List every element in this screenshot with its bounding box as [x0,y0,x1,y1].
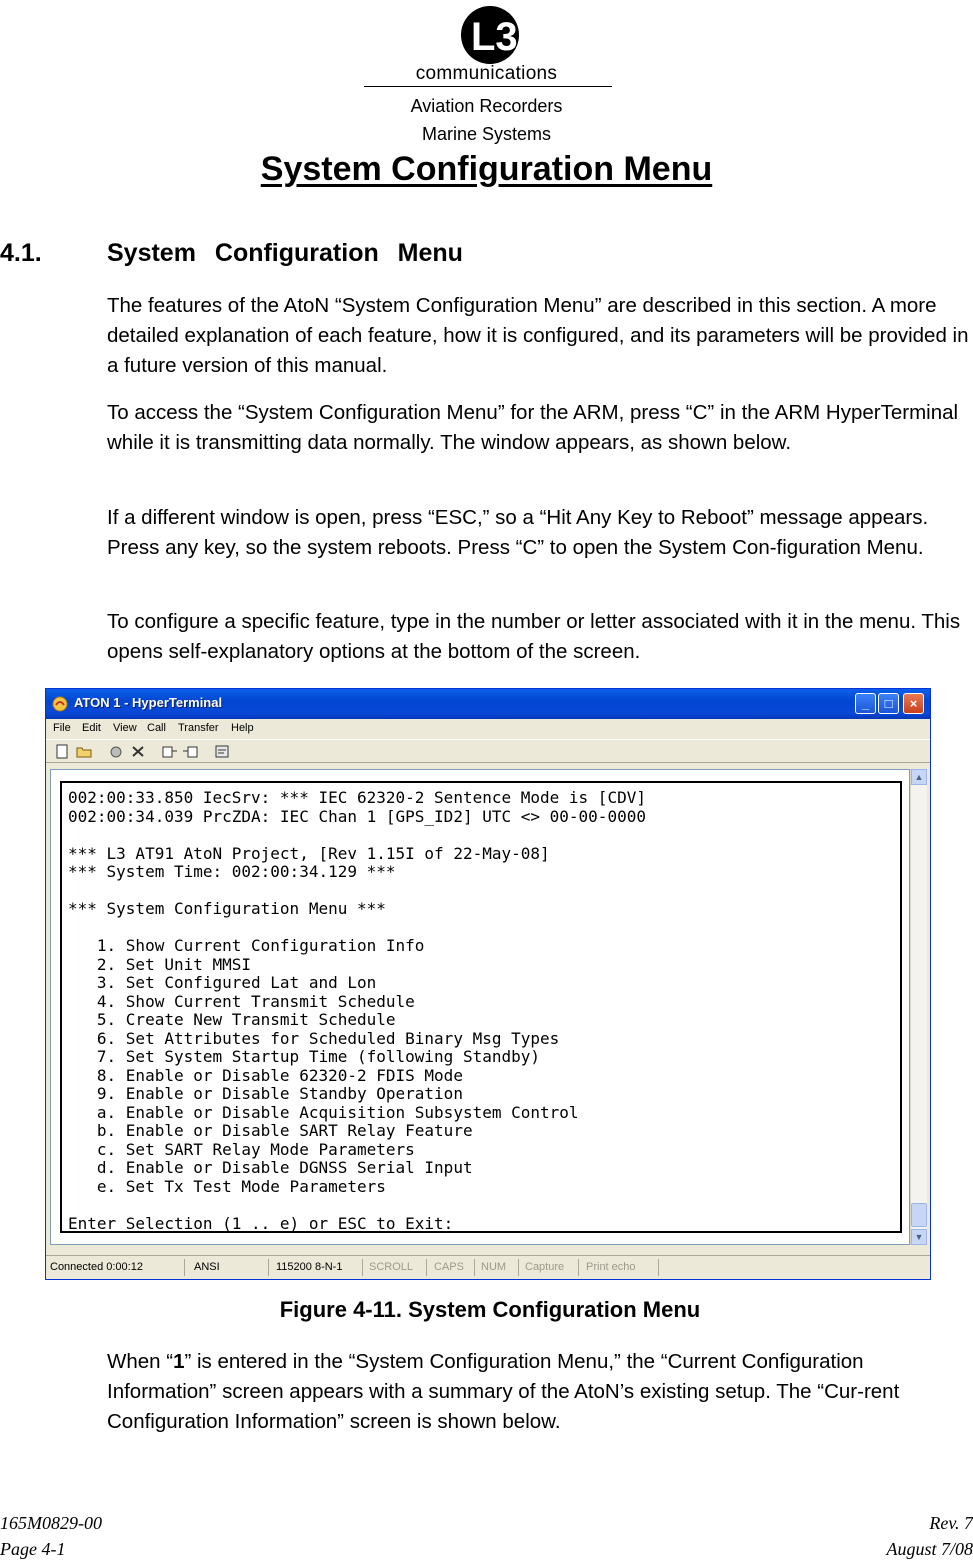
menu-file[interactable]: File [53,722,71,734]
terminal-line: *** L3 AT91 AtoN Project, [Rev 1.15I of 22-May-08] [68,843,550,863]
terminal-screen [60,781,902,1233]
open-folder-icon[interactable] [76,744,92,759]
status-divider [474,1259,475,1276]
terminal-line: d. Enable or Disable DGNSS Serial Input [68,1158,473,1177]
division-line-1: Aviation Recorders [410,96,563,116]
status-num: NUM [481,1261,507,1273]
status-divider [578,1259,579,1276]
p5-bold: 1 [173,1350,185,1373]
status-divider [426,1259,427,1276]
status-divider [362,1259,363,1276]
status-scroll: SCROLL [369,1261,414,1273]
page-title: System Configuration Menu [260,150,713,188]
new-connection-icon[interactable] [54,744,70,759]
p5-after: ” is entered in the “System Configuration Menu,” the “Current Configuration Information” screen appears with a summary of the AtoN’s existing setup. The “Cur-rent Configuration Information” screen is shown below. [107,1350,900,1433]
terminal-line: Enter Selection (1 .. e) or ESC to Exit: _ [68,1213,473,1233]
properties-icon[interactable] [214,744,230,759]
status-port: 115200 8-N-1 [276,1261,343,1273]
header [0,0,973,188]
revision-date: August 7/08 [886,1539,973,1559]
terminal-line [68,919,646,938]
send-icon[interactable] [162,744,178,759]
scroll-thumb[interactable] [911,1203,927,1227]
terminal-line [68,882,646,901]
window-titlebar[interactable] [46,689,930,719]
terminal-line: a. Enable or Disable Acquisition Subsystem Control [68,1102,579,1122]
status-divider [184,1259,185,1276]
page-number: Page 4-1 [0,1539,66,1559]
footer-right [886,1510,973,1562]
maximize-button[interactable]: □ [878,693,899,714]
paragraph-current-config [107,1347,969,1437]
terminal-line: 5. Create New Transmit Schedule [68,1010,396,1029]
terminal-line [68,1196,646,1215]
status-caps: CAPS [434,1261,464,1273]
terminal-line: 9. Enable or Disable Standby Operation [68,1084,463,1103]
terminal-line: 2. Set Unit MMSI [68,954,252,974]
status-bar [46,1255,930,1279]
logo-wordmark: communications [415,63,558,84]
terminal-line: 002:00:34.039 PrcZDA: IEC Chan 1 [GPS_ID2] UTC <> 00-00-0000 [68,806,646,826]
status-emulation: ANSI [194,1261,220,1273]
disconnect-icon[interactable] [130,744,146,759]
terminal-line: 4. Show Current Transmit Schedule [68,991,415,1011]
terminal-line: e. Set Tx Test Mode Parameters [68,1176,386,1196]
close-button[interactable]: × [903,693,924,714]
hyperterminal-window [45,688,931,1280]
terminal-line: 7. Set System Startup Time (following Standby) [68,1047,541,1066]
paragraph-configure: To configure a specific feature, type in the number or letter associated with it in the menu. This opens self-explanatory options at the bottom of the screen. [107,610,961,663]
logo-mark: L3 [471,15,518,59]
terminal-output [68,789,646,1233]
terminal-area[interactable] [50,769,910,1245]
paragraph-access: To access the “System Configuration Menu” for the ARM, press “C” in the ARM HyperTerminal while it is transmitting data normally. The window appears, as shown below. [107,401,959,454]
status-capture: Capture [525,1261,565,1273]
section-number: 4.1. [0,239,42,267]
terminal-line [68,826,646,845]
status-divider [268,1259,269,1276]
terminal-line: c. Set SART Relay Mode Parameters [68,1139,415,1159]
p5-before: When “ [107,1350,174,1373]
paragraph-reboot: If a different window is open, press “ESC,” so a “Hit Any Key to Reboot” message appears. Press any key, so the system reboots. Press “C” to open the System Con-figuration Menu. [107,506,929,559]
status-print-echo: Print echo [586,1261,636,1273]
scroll-down-button[interactable]: ▼ [911,1229,927,1245]
menu-transfer[interactable]: Transfer [178,722,219,734]
section-title: System Configuration Menu [107,239,463,267]
menu-help[interactable]: Help [231,722,254,734]
menu-view[interactable]: View [113,722,137,734]
receive-icon[interactable] [182,744,198,759]
figure-caption: Figure 4-11. System Configuration Menu [279,1297,701,1322]
terminal-line: b. Enable or Disable SART Relay Feature [68,1121,473,1140]
connect-icon[interactable] [108,744,124,759]
status-divider [518,1259,519,1276]
terminal-line: 002:00:33.850 IecSrv: *** IEC 62320-2 Sentence Mode is [CDV] [68,788,646,807]
revision: Rev. 7 [929,1513,973,1533]
l3-logo-icon [455,4,525,66]
terminal-line: 3. Set Configured Lat and Lon [68,973,377,992]
terminal-line: *** System Time: 002:00:34.129 *** [68,862,396,881]
terminal-line: 8. Enable or Disable 62320-2 FDIS Mode [68,1065,463,1085]
footer-left [0,1510,102,1562]
terminal-line: 1. Show Current Configuration Info [68,936,425,955]
menu-call[interactable]: Call [147,722,166,734]
division-line-2: Marine Systems [421,124,552,144]
status-connected: Connected 0:00:12 [50,1261,143,1273]
menu-bar [46,719,930,739]
scroll-up-button[interactable]: ▲ [911,769,927,785]
logo-divider [364,86,612,87]
vertical-scrollbar[interactable] [910,769,927,1245]
minimize-button[interactable]: _ [855,693,876,714]
menu-edit[interactable]: Edit [82,722,101,734]
terminal-line: 6. Set Attributes for Scheduled Binary Msg Types [68,1028,560,1048]
terminal-line: *** System Configuration Menu *** [68,899,386,918]
toolbar [46,739,930,763]
window-title: ATON 1 - HyperTerminal [74,695,223,710]
phone-icon [52,696,68,712]
doc-number: 165M0829-00 [0,1513,102,1533]
status-divider [658,1259,659,1276]
paragraph-intro: The features of the AtoN “System Configuration Menu” are described in this section. A more detailed explanation of each feature, how it is configured, and its parameters will be provided in a future version of this manual. [107,294,969,377]
